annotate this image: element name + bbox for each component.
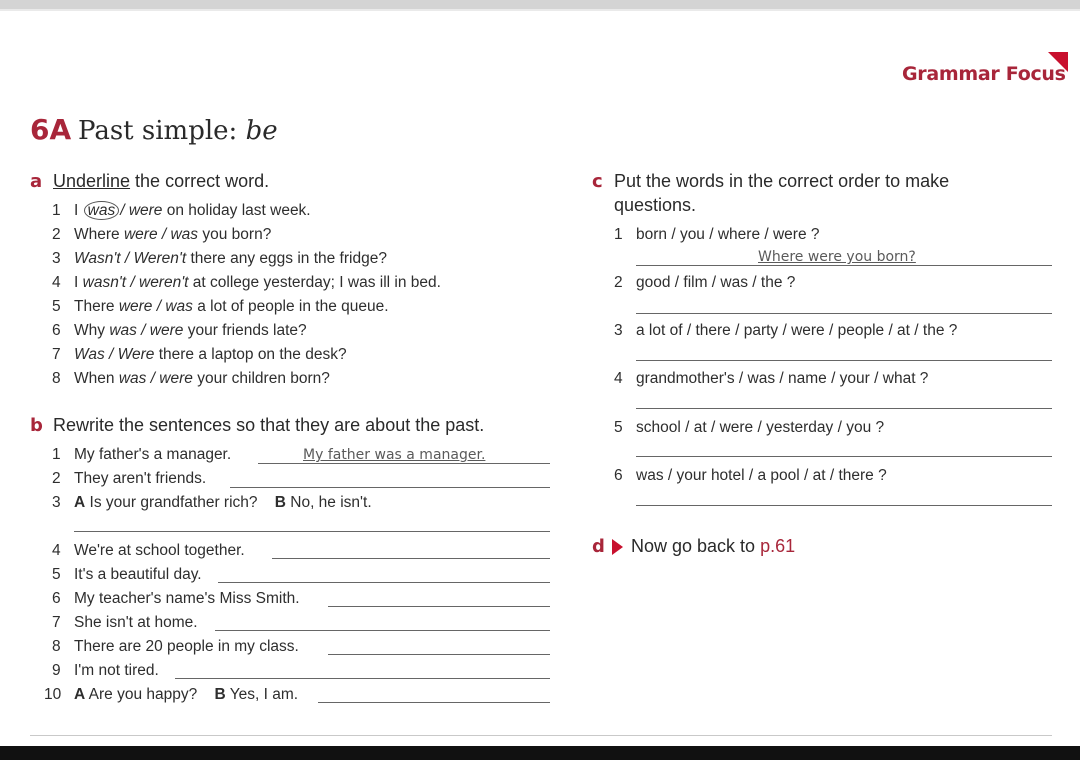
page-reference-link[interactable]: p.61 <box>760 536 796 556</box>
item-number: 3 <box>52 494 61 511</box>
unit-title-text: Past simple: <box>78 116 238 146</box>
section-c-item-1 <box>614 226 820 244</box>
section-b-item-9 <box>52 662 159 680</box>
answer-line[interactable] <box>636 408 1052 409</box>
answer-line[interactable] <box>636 505 1052 506</box>
bottom-border <box>0 746 1080 760</box>
item-number: 2 <box>614 274 623 291</box>
section-b-item-2 <box>52 470 206 488</box>
section-a-item-7 <box>52 346 347 364</box>
item-sentence: We're at school together. <box>74 542 245 559</box>
answer-line[interactable] <box>636 313 1052 314</box>
item-number: 4 <box>52 274 61 291</box>
word-options[interactable]: were / was <box>123 226 199 243</box>
grammar-focus-heading: Grammar Focus <box>902 63 1066 85</box>
item-post: a lot of people in the queue. <box>192 298 389 315</box>
speaker-a-label: A <box>74 494 86 511</box>
item-pre: There <box>74 298 119 315</box>
answer-line[interactable] <box>318 702 550 703</box>
answer-line[interactable] <box>175 678 550 679</box>
circled-answer[interactable]: was <box>84 201 120 220</box>
item-sentence: I'm not tired. <box>74 662 159 679</box>
unit-title <box>78 116 278 146</box>
speaker-b-label: B <box>214 686 226 703</box>
answer-line[interactable] <box>328 654 550 655</box>
section-a-item-8 <box>52 370 330 388</box>
section-a-item-4 <box>52 274 441 292</box>
handwritten-answer[interactable]: Where were you born? <box>758 249 916 265</box>
item-number: 4 <box>52 542 61 559</box>
section-b-item-6 <box>52 590 300 608</box>
item-number: 7 <box>52 614 61 631</box>
item-pre: I <box>74 202 83 219</box>
item-post: there a laptop on the desk? <box>154 346 347 363</box>
answer-line[interactable] <box>272 558 550 559</box>
item-number: 9 <box>52 662 61 679</box>
word-prompt: school / at / were / yesterday / you ? <box>636 419 885 436</box>
section-c-item-4 <box>614 370 928 388</box>
item-number: 8 <box>52 370 61 387</box>
bottom-rule <box>30 735 1052 736</box>
speaker-b-text: No, he isn't. <box>285 494 372 511</box>
item-pre: I <box>74 274 83 291</box>
answer-line[interactable] <box>215 630 550 631</box>
word-options[interactable]: was / were <box>118 370 193 387</box>
section-b-instruction: Rewrite the sentences so that they are about the past. <box>53 415 485 435</box>
section-a-item-2 <box>52 226 271 244</box>
item-sentence: She isn't at home. <box>74 614 198 631</box>
answer-line[interactable] <box>218 582 550 583</box>
word-options[interactable]: Was / Were <box>74 346 155 363</box>
section-c-item-2 <box>614 274 795 292</box>
item-pre: When <box>74 370 119 387</box>
item-number: 3 <box>52 250 61 267</box>
speaker-a-text: Are you happy? <box>85 686 198 703</box>
answer-line[interactable] <box>230 487 550 488</box>
section-a-item-5 <box>52 298 389 316</box>
word-prompt: was / your hotel / a pool / at / there ? <box>636 467 887 484</box>
item-post: your children born? <box>192 370 330 387</box>
instruction-rest: the correct word. <box>130 171 270 191</box>
section-b-item-8 <box>52 638 299 656</box>
corner-flag-icon <box>1048 52 1068 72</box>
section-a-item-1 <box>52 202 311 220</box>
section-b-item-5 <box>52 566 202 584</box>
go-back-text: Now go back to <box>631 536 761 556</box>
handwritten-answer[interactable]: My father was a manager. <box>303 447 486 463</box>
section-c-instruction-line1: Put the words in the correct order to make <box>614 171 950 191</box>
speaker-b-text: Yes, I am. <box>225 686 299 703</box>
section-a-item-6 <box>52 322 307 340</box>
section-b-item-4 <box>52 542 245 560</box>
item-number: 6 <box>52 590 61 607</box>
word-options[interactable]: wasn't / weren't <box>82 274 189 291</box>
item-pre: Why <box>74 322 110 339</box>
word-options[interactable]: Wasn't / Weren't <box>74 250 187 267</box>
item-number: 6 <box>614 467 623 484</box>
item-sentence: There are 20 people in my class. <box>74 638 299 655</box>
section-b-item-1 <box>52 446 231 464</box>
item-number: 8 <box>52 638 61 655</box>
item-number: 10 <box>44 686 62 703</box>
item-number: 4 <box>614 370 623 387</box>
speaker-a-text: Is your grandfather rich? <box>85 494 258 511</box>
item-post: on holiday last week. <box>162 202 311 219</box>
speaker-b-label: B <box>274 494 286 511</box>
arrow-right-icon <box>612 539 623 555</box>
unit-number: 6A <box>30 113 72 146</box>
answer-line[interactable] <box>636 265 1052 266</box>
instruction-underlined-word: Underline <box>53 171 131 191</box>
word-prompt: good / film / was / the ? <box>636 274 796 291</box>
option-separator: / <box>120 202 125 219</box>
item-number: 1 <box>614 226 623 243</box>
item-number: 5 <box>52 566 61 583</box>
item-number: 1 <box>52 446 61 463</box>
section-c-item-6 <box>614 467 887 485</box>
item-post: you born? <box>198 226 272 243</box>
section-c-instruction-line2: questions. <box>614 195 697 215</box>
answer-line[interactable] <box>328 606 550 607</box>
answer-line[interactable] <box>258 463 550 464</box>
word-option[interactable]: were <box>124 202 163 219</box>
item-number: 6 <box>52 322 61 339</box>
section-d-letter: d <box>592 536 605 557</box>
item-number: 3 <box>614 322 623 339</box>
section-c-item-5 <box>614 419 884 437</box>
word-prompt: a lot of / there / party / were / people / at / the ? <box>636 322 958 339</box>
section-c-letter: c <box>592 171 603 192</box>
item-post: at college yesterday; I was ill in bed. <box>188 274 441 291</box>
section-b-item-3 <box>52 494 372 512</box>
answer-line[interactable] <box>636 360 1052 361</box>
word-prompt: born / you / where / were ? <box>636 226 820 243</box>
item-number: 2 <box>52 470 61 487</box>
item-post: your friends late? <box>183 322 307 339</box>
word-options[interactable]: was / were <box>109 322 184 339</box>
item-sentence: My teacher's name's Miss Smith. <box>74 590 300 607</box>
top-border <box>0 0 1080 9</box>
section-b-item-10 <box>44 686 298 704</box>
word-prompt: grandmother's / was / name / your / what ? <box>636 370 929 387</box>
section-a-item-3 <box>52 250 387 268</box>
item-number: 1 <box>52 202 61 219</box>
answer-line[interactable] <box>74 531 550 532</box>
item-sentence: My father's a manager. <box>74 446 232 463</box>
item-number: 5 <box>614 419 623 436</box>
section-b-letter: b <box>30 415 43 436</box>
item-number: 7 <box>52 346 61 363</box>
item-pre: Where <box>74 226 124 243</box>
section-a-instruction <box>53 171 269 192</box>
unit-title-emphasis: be <box>245 116 278 146</box>
section-b-item-7 <box>52 614 198 632</box>
word-options[interactable]: were / was <box>118 298 193 315</box>
item-number: 5 <box>52 298 61 315</box>
section-c-item-3 <box>614 322 957 340</box>
section-a-letter: a <box>30 171 43 192</box>
top-border-shadow <box>0 9 1080 11</box>
speaker-a-label: A <box>74 686 86 703</box>
item-number: 2 <box>52 226 61 243</box>
item-sentence: It's a beautiful day. <box>74 566 202 583</box>
item-post: there any eggs in the fridge? <box>186 250 387 267</box>
answer-line[interactable] <box>636 456 1052 457</box>
section-d-instruction <box>612 536 795 557</box>
item-sentence: They aren't friends. <box>74 470 207 487</box>
